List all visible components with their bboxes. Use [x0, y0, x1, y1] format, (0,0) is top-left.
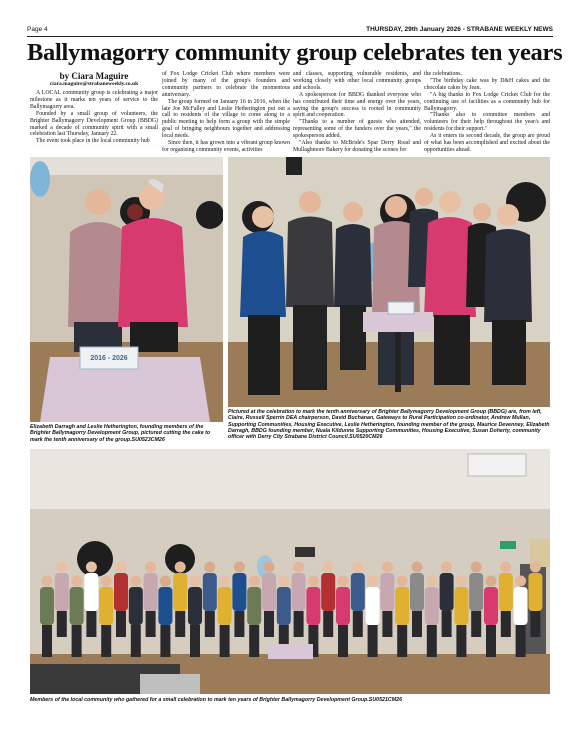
paragraph: Since then, it has grown into a vibrant group known for organising community events, activities [162, 140, 290, 153]
paragraph: the celebrations. [424, 71, 462, 77]
byline [30, 71, 158, 88]
crowd-person [454, 576, 468, 658]
cake-cutting-photo [30, 157, 223, 422]
crowd-photo-caption: Members of the local community who gathered for a small celebration to mark ten years of Brighter Ballymagorry Development Group.SU0521CM26 [30, 697, 403, 703]
crowd-person [514, 576, 528, 658]
cake-photo-caption: Elizabeth Darragh and Leslie Hetherington, founding members of the Brighter Ballymagorry Development Group, pictured cutting the cake to mark the tenth anniversary of the group.SU0523CM26 [30, 424, 211, 443]
paragraph: "The birthday cake was by D&H cakes and the chocolate cakes by Jean. [424, 77, 550, 91]
officials-photo-caption: Pictured at the celebration to mark the tenth anniversary of Brighter Ballymagorry Development Group (BBDG) are, from left, Claire, Russell Sperrin DEA chairperson, David Buchanan, Gateways to Rural Participation co-ordinator, Andrew Mullan, Supporting Communities, Housing Executive, Leslie Hetherington, founding member of the group, Maurice Devenney, Elizabeth Darragh, BBDG founding member, Nuala Kildunne Supporting Communities, Housing Executive, Susan Doherty, community officer with Derry City Strabane District Council.SU0520CM26 [228, 409, 550, 441]
paragraph: "Thanks to a number of guests who attended, representing some of the funders over the years," the spokesperson added. [293, 119, 421, 140]
crowd-person [395, 576, 409, 658]
article-column-2 [162, 71, 290, 154]
article-column-1 [30, 90, 158, 145]
crowd-person [247, 576, 261, 658]
article-column-3 [293, 71, 421, 154]
cake-inscription: 2016 - 2026 [90, 355, 128, 362]
crowd-person [425, 576, 439, 658]
crowd-person [40, 576, 54, 658]
officials-group-photo [228, 157, 550, 407]
crowd-person [366, 576, 380, 658]
crowd-person [158, 576, 172, 658]
crowd-person [188, 576, 202, 658]
article-headline: Ballymagorry community group celebrates ten years [27, 39, 563, 66]
crowd-person [70, 576, 84, 658]
crowd-person [218, 576, 232, 658]
author-email[interactable]: ciara.maguire@strabaneweekly.co.uk [49, 81, 139, 87]
crowd-person [484, 576, 498, 658]
paragraph: "Thanks also to committee members and volunteers for their help throughout the year/s and residents for their support." [424, 112, 550, 133]
dateline: THURSDAY, 29th January 2026 - STRABANE WEEKLY NEWS [366, 26, 553, 33]
crowd-person [336, 576, 350, 658]
author-name: by Ciara Maguire [59, 71, 129, 81]
paragraph: A spokesperson for BBDG thanked everyone who has contributed their time and energy over the years, saying the group's success is rooted in community spirit and cooperation. [293, 91, 421, 119]
crowd-person [99, 576, 113, 658]
article-column-4 [424, 71, 550, 154]
crowd-person [129, 576, 143, 658]
paragraph: of Fox Lodge Cricket Club where members were joined by many of the group's founders and community partners to celebrate the momentous anniversary. [162, 71, 290, 98]
paragraph: A LOCAL community group is celebrating a major milestone as it marks ten years of service to the Ballymagorry area. [30, 90, 158, 110]
community-crowd-photo [30, 449, 550, 694]
paragraph: The event took place in the local community hub [36, 138, 150, 145]
paragraph: and classes, supporting vulnerable residents, and working closely with other local community groups and schools. [293, 71, 421, 91]
paragraph: "Also thanks to McBride's Spar Derry Road and Mullaghmore Bakery for donating the scones for [293, 140, 421, 153]
page-header [27, 25, 553, 35]
paragraph: Founded by a small group of volunteers, the Brighter Ballymagorry Development Group (BBDG) marked a decade of community spirit with a small celebration last Thursday, January 22. [30, 110, 158, 138]
header-rule [27, 36, 553, 37]
paragraph: As it enters its second decade, the group are proud of what has been accomplished and excited about the opportunities ahead. [424, 133, 550, 153]
paragraph: "A big thanks to Fox Lodge Cricket Club for the continuing use of facilities as a community hub for Ballymagorry. [424, 91, 550, 112]
page-number: Page 4 [27, 26, 48, 33]
paragraph: The group formed on January 16 in 2016, when the late Joe McFalley and Leslie Hetherington put out a call to residents of the village to come along to a public meeting to help form a group with the simple goal of bringing neighbours together and addressing local needs. [162, 98, 290, 140]
